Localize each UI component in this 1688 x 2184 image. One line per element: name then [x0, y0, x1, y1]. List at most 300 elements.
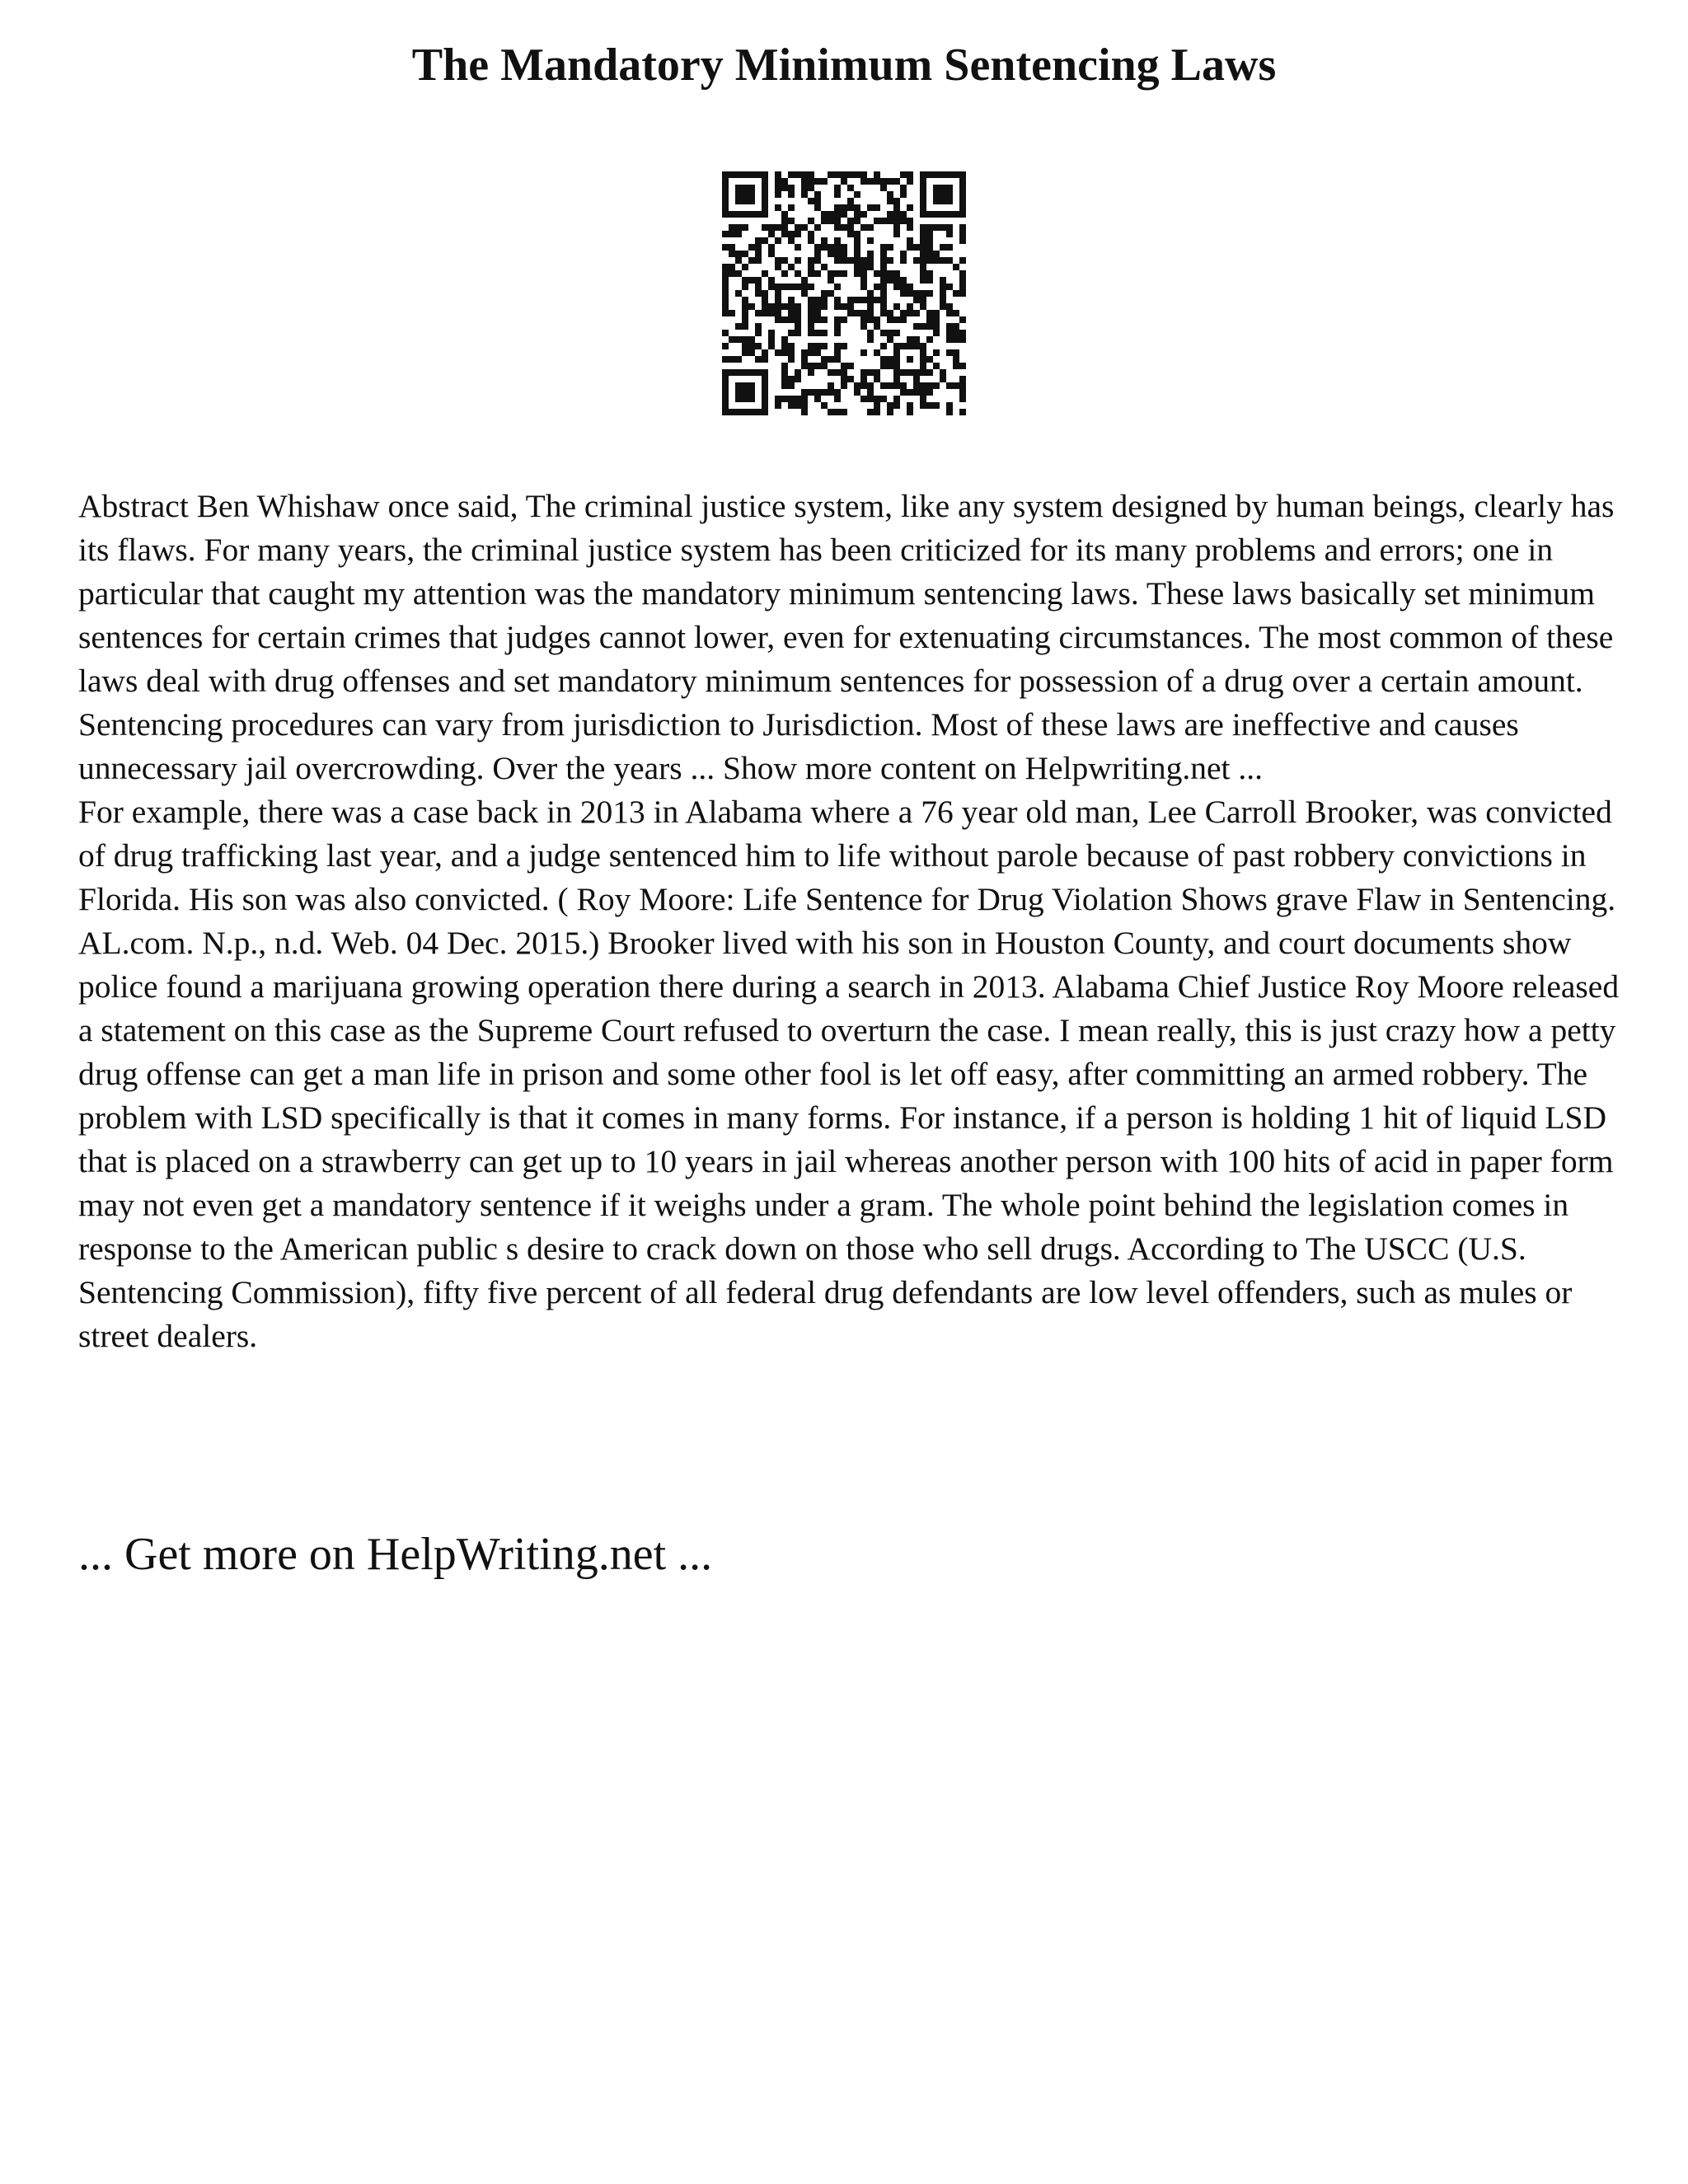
- qr-module: [834, 297, 841, 303]
- qr-module: [959, 376, 966, 382]
- qr-module: [735, 369, 742, 376]
- qr-module: [762, 409, 768, 415]
- qr-module: [801, 363, 808, 369]
- qr-module: [834, 349, 841, 356]
- qr-module: [775, 171, 781, 178]
- qr-module: [880, 284, 887, 290]
- qr-module: [880, 303, 887, 310]
- qr-module: [775, 349, 781, 356]
- qr-module: [893, 382, 900, 389]
- qr-module: [860, 396, 867, 402]
- qr-module: [735, 396, 742, 402]
- qr-module: [821, 290, 828, 297]
- qr-module: [926, 316, 933, 323]
- qr-module: [781, 211, 788, 218]
- qr-module: [821, 264, 828, 270]
- qr-module: [801, 409, 808, 415]
- qr-module: [933, 402, 940, 409]
- qr-module: [755, 211, 762, 218]
- qr-module: [940, 244, 946, 251]
- qr-module: [795, 257, 801, 264]
- qr-module: [808, 389, 814, 396]
- qr-module: [814, 270, 821, 277]
- qr-module: [880, 363, 887, 369]
- qr-module: [946, 198, 953, 204]
- qr-module: [722, 290, 729, 297]
- qr-module: [808, 330, 814, 336]
- qr-module: [880, 343, 887, 349]
- qr-module: [834, 204, 841, 211]
- qr-module: [874, 396, 880, 402]
- qr-module: [788, 218, 795, 224]
- qr-module: [854, 382, 860, 389]
- qr-module: [854, 231, 860, 237]
- qr-module: [775, 396, 781, 402]
- qr-module: [808, 284, 814, 290]
- qr-module: [953, 382, 959, 389]
- qr-module: [933, 171, 940, 178]
- qr-module: [781, 257, 788, 264]
- qr-module: [795, 224, 801, 231]
- qr-module: [920, 244, 926, 251]
- qr-module: [781, 376, 788, 382]
- qr-module: [722, 356, 729, 363]
- qr-module: [860, 376, 867, 382]
- qr-module: [781, 178, 788, 185]
- qr-module: [946, 257, 953, 264]
- qr-module: [959, 198, 966, 204]
- qr-module: [926, 389, 933, 396]
- qr-module: [748, 211, 755, 218]
- qr-module: [762, 204, 768, 211]
- qr-module: [722, 185, 729, 191]
- qr-module: [920, 185, 926, 191]
- qr-module: [847, 303, 854, 310]
- qr-module: [821, 237, 828, 244]
- qr-module: [735, 224, 742, 231]
- qr-module: [860, 323, 867, 330]
- qr-module: [867, 389, 874, 396]
- qr-module: [953, 264, 959, 270]
- qr-module: [926, 237, 933, 244]
- qr-module: [781, 363, 788, 369]
- qr-module: [841, 363, 847, 369]
- qr-module: [913, 290, 920, 297]
- qr-module: [735, 257, 742, 264]
- qr-module: [742, 349, 748, 356]
- qr-module: [722, 409, 729, 415]
- qr-module: [867, 316, 874, 323]
- qr-module: [926, 251, 933, 257]
- qr-module: [808, 264, 814, 270]
- qr-module: [755, 237, 762, 244]
- qr-module: [755, 257, 762, 264]
- qr-module: [860, 211, 867, 218]
- get-more-link[interactable]: ... Get more on HelpWriting.net ...: [78, 1529, 713, 1580]
- qr-module: [814, 389, 821, 396]
- qr-module: [920, 363, 926, 369]
- qr-module: [781, 284, 788, 290]
- qr-module: [893, 330, 900, 336]
- qr-module: [920, 303, 926, 310]
- qr-module: [775, 402, 781, 409]
- qr-module: [748, 171, 755, 178]
- qr-module: [808, 231, 814, 237]
- qr-module: [828, 409, 834, 415]
- qr-module: [907, 244, 913, 251]
- qr-module: [729, 244, 735, 251]
- qr-module: [722, 231, 729, 237]
- qr-module: [867, 382, 874, 389]
- qr-module: [742, 343, 748, 349]
- qr-module: [795, 303, 801, 310]
- qr-module: [742, 191, 748, 198]
- qr-module: [742, 224, 748, 231]
- qr-module: [880, 264, 887, 270]
- qr-module: [828, 270, 834, 277]
- qr-module: [913, 369, 920, 376]
- qr-module: [762, 376, 768, 382]
- qr-module: [874, 284, 880, 290]
- qr-module: [768, 310, 775, 316]
- qr-module: [768, 231, 775, 237]
- qr-module: [748, 257, 755, 264]
- qr-module: [781, 369, 788, 376]
- qr-module: [722, 204, 729, 211]
- qr-module: [821, 297, 828, 303]
- qr-module: [748, 409, 755, 415]
- qr-module: [762, 297, 768, 303]
- qr-module: [887, 356, 893, 363]
- qr-module: [722, 270, 729, 277]
- qr-module: [959, 211, 966, 218]
- qr-module: [808, 171, 814, 178]
- qr-module: [775, 303, 781, 310]
- qr-module: [775, 310, 781, 316]
- qr-module: [814, 363, 821, 369]
- qr-module: [847, 376, 854, 382]
- qr-module: [933, 224, 940, 231]
- qr-module: [940, 171, 946, 178]
- qr-module: [959, 191, 966, 198]
- qr-module: [748, 198, 755, 204]
- qr-module: [834, 369, 841, 376]
- qr-module: [926, 270, 933, 277]
- qr-module: [907, 204, 913, 211]
- qr-module: [808, 270, 814, 277]
- qr-module: [959, 185, 966, 191]
- qr-module: [801, 356, 808, 363]
- qr-module: [788, 297, 795, 303]
- qr-module: [834, 356, 841, 363]
- qr-module: [735, 191, 742, 198]
- qr-module: [920, 402, 926, 409]
- qr-module: [735, 211, 742, 218]
- qr-module: [722, 244, 729, 251]
- qr-module: [775, 297, 781, 303]
- qr-module: [821, 389, 828, 396]
- qr-module: [762, 389, 768, 396]
- qr-module: [755, 310, 762, 316]
- qr-module: [887, 270, 893, 277]
- qr-module: [867, 409, 874, 415]
- qr-module: [788, 330, 795, 336]
- qr-module: [893, 349, 900, 356]
- qr-module: [893, 198, 900, 204]
- qr-module: [834, 224, 841, 231]
- qr-module: [742, 389, 748, 396]
- qr-module: [920, 270, 926, 277]
- qr-module: [887, 191, 893, 198]
- qr-module: [887, 198, 893, 204]
- qr-module: [874, 270, 880, 277]
- qr-module: [907, 402, 913, 409]
- qr-module: [854, 244, 860, 251]
- qr-module: [913, 257, 920, 264]
- qr-module: [926, 310, 933, 316]
- qr-module: [735, 231, 742, 237]
- qr-module: [900, 382, 907, 389]
- qr-module: [722, 171, 729, 178]
- qr-module: [867, 330, 874, 336]
- qr-module: [933, 251, 940, 257]
- qr-module: [795, 316, 801, 323]
- qr-module: [880, 290, 887, 297]
- qr-module: [821, 402, 828, 409]
- qr-module: [814, 198, 821, 204]
- qr-module: [735, 389, 742, 396]
- qr-module: [933, 349, 940, 356]
- qr-module: [762, 211, 768, 218]
- qr-module: [913, 382, 920, 389]
- qr-module: [742, 284, 748, 290]
- qr-module: [795, 396, 801, 402]
- qr-module: [762, 382, 768, 389]
- qr-module: [867, 257, 874, 264]
- qr-module: [808, 343, 814, 349]
- qr-module: [867, 310, 874, 316]
- qr-module: [735, 185, 742, 191]
- qr-module: [953, 330, 959, 336]
- qr-module: [959, 290, 966, 297]
- qr-module: [722, 211, 729, 218]
- qr-module: [880, 277, 887, 284]
- qr-module: [808, 257, 814, 264]
- qr-module: [834, 389, 841, 396]
- qr-module: [867, 336, 874, 343]
- qr-module: [887, 316, 893, 323]
- qr-module: [893, 376, 900, 382]
- qr-module: [828, 389, 834, 396]
- qr-module: [834, 396, 841, 402]
- qr-module: [788, 171, 795, 178]
- qr-module: [946, 310, 953, 316]
- qr-module: [814, 191, 821, 198]
- qr-module: [946, 211, 953, 218]
- qr-module: [748, 185, 755, 191]
- qr-module: [781, 303, 788, 310]
- qr-module: [946, 382, 953, 389]
- qr-module: [946, 191, 953, 198]
- qr-module: [887, 257, 893, 264]
- qr-module: [801, 349, 808, 356]
- qr-module: [933, 330, 940, 336]
- qr-module: [887, 409, 893, 415]
- qr-module: [907, 237, 913, 244]
- qr-module: [748, 277, 755, 284]
- qr-module: [834, 244, 841, 251]
- qr-module: [834, 409, 841, 415]
- document-body: [78, 485, 1628, 1358]
- qr-module: [755, 330, 762, 336]
- qr-module: [913, 244, 920, 251]
- qr-module: [814, 244, 821, 251]
- qr-module: [841, 303, 847, 310]
- qr-module: [867, 396, 874, 402]
- qr-module: [880, 251, 887, 257]
- qr-module: [847, 204, 854, 211]
- qr-module: [722, 382, 729, 389]
- qr-module: [907, 218, 913, 224]
- qr-module: [742, 198, 748, 204]
- qr-module: [795, 171, 801, 178]
- qr-module: [926, 356, 933, 363]
- qr-module: [959, 396, 966, 402]
- qr-module: [768, 244, 775, 251]
- qr-module: [867, 178, 874, 185]
- qr-module: [913, 376, 920, 382]
- qr-module: [920, 251, 926, 257]
- qr-module: [907, 178, 913, 185]
- qr-module: [788, 204, 795, 211]
- qr-module: [907, 369, 913, 376]
- qr-module: [795, 310, 801, 316]
- qr-module: [946, 349, 953, 356]
- qr-module: [821, 330, 828, 336]
- qr-module: [926, 323, 933, 330]
- qr-module: [762, 185, 768, 191]
- qr-module: [742, 297, 748, 303]
- qr-module: [847, 297, 854, 303]
- qr-module: [900, 171, 907, 178]
- qr-module: [762, 178, 768, 185]
- qr-module: [847, 185, 854, 191]
- body-paragraph-example: For example, there was a case back in 2013 in Alabama where a 76 year old man, Lee Carroll Brooker, was convicted of drug trafficking last year, and a judge sentenced him to life without parole because of past robbery convictions in Florida. His son was also convicted. ( Roy Moore: Life Sentence for Drug Violation Shows grave Flaw in Sentencing. AL.com. N.p., n.d. Web. 04 Dec. 2015.) Brooker lived with his son in Houston County, and court documents show police found a marijuana growing operation there during a search in 2013. Alabama Chief Justice Roy Moore released a statement on this case as the Supreme Court refused to overturn the case. I mean really, this is just crazy how a petty drug offense can get a man life in prison and some other fool is let off easy, after committing an armed robbery. The problem with LSD specifically is that it comes in many forms. For instance, if a person is holding 1 hit of liquid LSD that is placed on a strawberry can get up to 10 years in jail whereas another person with 100 hits of acid in paper form may not even get a mandatory sentence if it weighs under a gram. The whole point behind the legislation comes in response to the American public s desire to crack down on those who sell drugs. According to The USCC (U.S. Sentencing Commission), fifty five percent of all federal drug defendants are low level offenders, such as mules or street dealers.: [78, 794, 1620, 1354]
- qr-module: [940, 211, 946, 218]
- qr-module: [814, 303, 821, 310]
- qr-module: [808, 369, 814, 376]
- qr-module: [762, 310, 768, 316]
- qr-module: [808, 349, 814, 356]
- qr-module: [900, 290, 907, 297]
- qr-module: [959, 330, 966, 336]
- qr-module: [801, 396, 808, 402]
- qr-module: [748, 191, 755, 198]
- qr-module: [887, 178, 893, 185]
- qr-module: [795, 330, 801, 336]
- qr-module: [788, 237, 795, 244]
- qr-module: [722, 310, 729, 316]
- qr-module: [854, 191, 860, 198]
- qr-module: [762, 237, 768, 244]
- qr-module: [808, 178, 814, 185]
- qr-module: [834, 251, 841, 257]
- qr-module: [940, 257, 946, 264]
- qr-module: [874, 369, 880, 376]
- qr-module: [854, 264, 860, 270]
- qr-module: [775, 264, 781, 270]
- qr-module: [860, 257, 867, 264]
- qr-module: [900, 185, 907, 191]
- qr-module: [933, 211, 940, 218]
- qr-module: [920, 356, 926, 363]
- qr-module: [834, 218, 841, 224]
- qr-module: [834, 211, 841, 218]
- qr-module: [907, 284, 913, 290]
- qr-module: [828, 218, 834, 224]
- qr-module: [887, 310, 893, 316]
- qr-module: [959, 257, 966, 264]
- qr-module: [913, 343, 920, 349]
- qr-module: [762, 396, 768, 402]
- qr-module: [920, 290, 926, 297]
- qr-module: [907, 310, 913, 316]
- qr-module: [887, 363, 893, 369]
- qr-module: [729, 369, 735, 376]
- qr-module: [887, 244, 893, 251]
- qr-module: [729, 224, 735, 231]
- qr-module: [920, 191, 926, 198]
- qr-module: [854, 257, 860, 264]
- qr-module: [755, 343, 762, 349]
- qr-module: [821, 343, 828, 349]
- qr-module: [775, 204, 781, 211]
- qr-module: [742, 171, 748, 178]
- qr-module: [854, 218, 860, 224]
- qr-module: [900, 277, 907, 284]
- qr-module: [788, 316, 795, 323]
- qr-module: [867, 237, 874, 244]
- qr-module: [920, 257, 926, 264]
- qr-module: [854, 204, 860, 211]
- qr-module: [874, 402, 880, 409]
- qr-module: [893, 231, 900, 237]
- qr-module: [722, 402, 729, 409]
- qr-module: [900, 191, 907, 198]
- qr-module: [768, 336, 775, 343]
- qr-module: [841, 369, 847, 376]
- qr-module: [808, 303, 814, 310]
- qr-module: [874, 204, 880, 211]
- qr-module: [841, 316, 847, 323]
- qr-module: [900, 316, 907, 323]
- qr-module: [920, 204, 926, 211]
- qr-module: [755, 251, 762, 257]
- qr-module: [748, 336, 755, 343]
- qr-module: [953, 349, 959, 356]
- qr-module: [940, 277, 946, 284]
- qr-module: [722, 277, 729, 284]
- qr-module: [913, 323, 920, 330]
- qr-module: [768, 251, 775, 257]
- qr-module: [913, 297, 920, 303]
- qr-module: [808, 363, 814, 369]
- qr-module: [729, 231, 735, 237]
- qr-module: [834, 284, 841, 290]
- qr-module: [953, 290, 959, 297]
- qr-module: [821, 244, 828, 251]
- qr-module: [821, 218, 828, 224]
